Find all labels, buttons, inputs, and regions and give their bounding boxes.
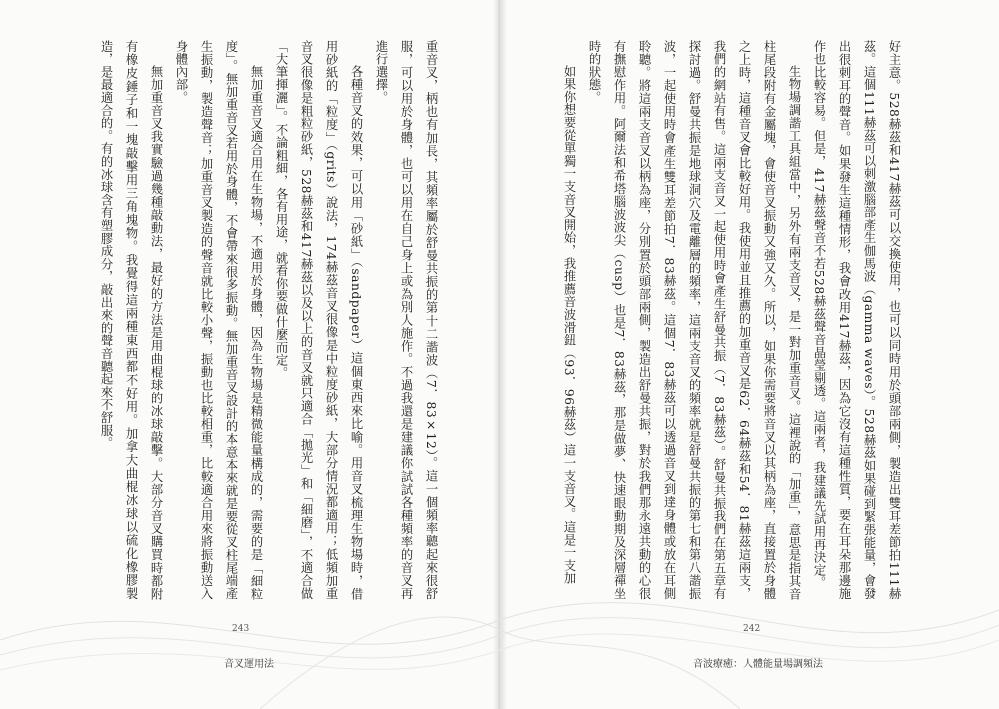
left-page-body xyxy=(88,40,443,600)
right-page-number: 242 xyxy=(743,624,761,634)
left-running-title: 音叉運用法 xyxy=(224,659,274,670)
left-paragraph-1: 重音叉，柄也有加長，其頻率屬於舒曼共振的第十二諧波（7．83×12）。這一個頻率聽起來很舒服，可以用於身體，也可以用在自己身上或為別人施作。不過我還是建議你試試各種頻率的音叉再進行選擇。 xyxy=(374,40,438,600)
left-paragraph-3: 無加重音叉適合用在生物場，不適用於身體，因為生物場是精微能量構成的，需要的是「細粒度」。無加重音叉若用於身體，不會帶來很多振動。無加重音叉設計的本意本來就是要從叉柱尾端產生振動，製造聲音；加重音叉製造的聲音就比較小聲，振動也比較相重，比較適合用來將振動送入身體內部。 xyxy=(174,40,263,600)
right-paragraph-3: 如果你想要從單獨一支音叉開始，我推薦音波滑鈕（93．96赫茲）這一支音叉。這是一支加 xyxy=(562,64,576,585)
right-page-body xyxy=(562,40,906,600)
right-paragraph-1: 好主意。528赫茲和417赫茲可以交換使用，也可以同時用於頭部兩側，製造出雙耳差節拍111赫茲。這個111赫茲可以刺激腦部產生伽馬波（gamma waves）。528赫茲如果碰到緊張能量，會發出很刺耳的聲音。如果發生這種情形，我會改用417赫茲，因為它沒有這種性質，要在耳朵那邊施作也比較容易。但是，417赫茲聲音不若528赫茲聲音晶瑩剔透。這兩者，我建議先試用再決定。 xyxy=(812,40,901,600)
right-paragraph-2: 生物場調諧工具組當中，另外有兩支音叉，是一對加重音叉。這裡說的「加重」，意思是指其音柱尾段附有金屬塊，會使音叉振動又強又久。所以，如果你需要將音叉以其柄為座，直接置於身體之上時，這種音叉會比較好用。我使用並且推薦的加重音叉是62．64赫茲和54．81赫茲這兩支，我們的網站有售。這兩支音叉一起使用時會產生舒曼共振（7．83赫茲）。舒曼共振我們在第五章有探討過。舒曼共振是地球洞穴及電離層的頻率，這兩支音叉的頻率就是舒曼共振的第七和第八諧振波，一起使用時會產生雙耳差節拍7．83赫茲。這個7．83赫茲可以透過音叉到達身體或放在耳側聆聽。將這兩支音叉以柄為座，分別置於頭部兩側，製造出舒曼共振，對於我們那永遠共動的心很有撫慰作用。阿爾法和希塔腦波波尖（cusp）也是7．83赫茲，那是做夢、快速眼動期及深層禪坐時的狀態。 xyxy=(587,40,801,600)
left-page-number: 243 xyxy=(232,624,250,634)
left-paragraph-4: 無加重音叉我實驗過幾種敲動法，最好的方法是用曲棍球的冰球敲擊。大部分音叉購買時都附有橡皮錘子和一塊敲擊用三角塊物。我覺得這兩種東西都不好用。加拿大曲棍冰球以硫化橡膠製造，是最適合的。有的冰球含有塑膠成分，敲出來的聲音聽起來不舒服。 xyxy=(99,40,163,600)
right-running-title: 音波療癒：人體能量場調頻法 xyxy=(693,659,823,670)
book-gutter xyxy=(493,0,507,709)
left-paragraph-2: 各種音叉的效果，可以用「砂紙」（sandpaper）這個東西來比喻。用音叉梳理生物場時，借用砂紙的「粒度」（grits）說法，174赫茲音叉很像是中粒度砂紙，大部分情況都適用；低頻加重音叉很像是粗粒砂紙，528赫茲和417赫茲以及以上的音叉就只適合「拋光」和「細磨」，不適合做「大筆揮灑」。不論粗細，各有用途，就看你要做什麼而定。 xyxy=(274,40,363,600)
